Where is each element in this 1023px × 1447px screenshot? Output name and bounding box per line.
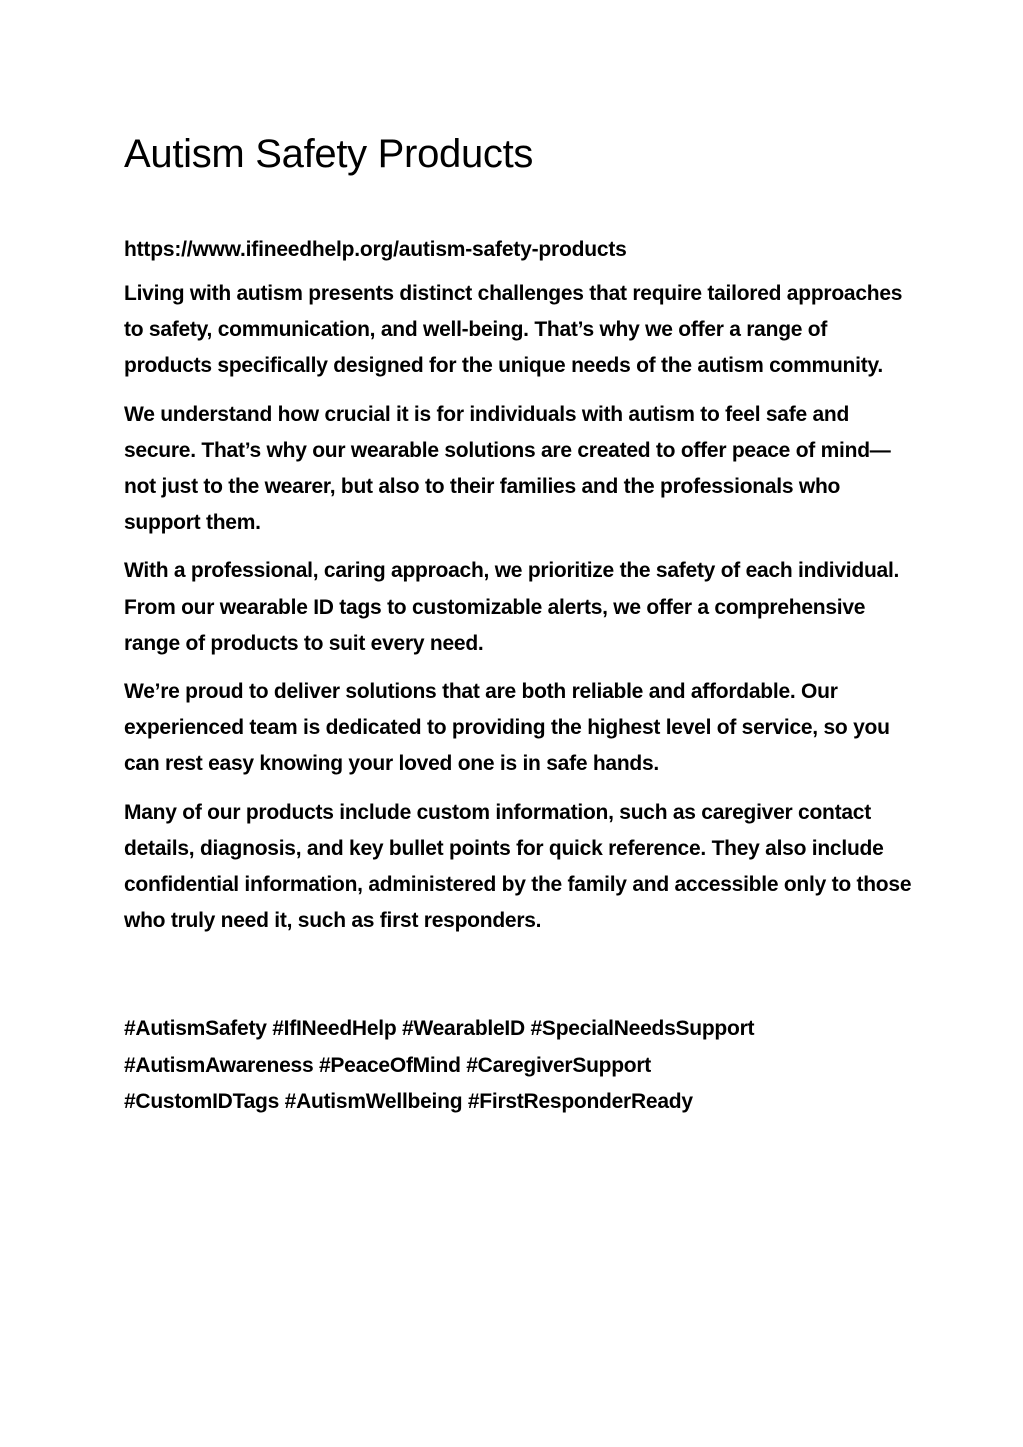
hashtag-line: #AutismAwareness #PeaceOfMind #CaregiverSupport bbox=[124, 1053, 652, 1077]
paragraph-custom-info: Many of our products include custom information, such as caregiver contact details, diagnosis, and key bullet points for quick reference. They also include confidential information, administered by the family and accessible only to those who truly need it, such as first responders. bbox=[124, 800, 912, 933]
paragraph-intro: Living with autism presents distinct challenges that require tailored approaches to safety, communication, and well-being. That’s why we offer a range of products specifically designed for the unique needs of the autism community. bbox=[124, 282, 903, 378]
paragraph-reliability: We’re proud to deliver solutions that are both reliable and affordable. Our experienced team is dedicated to providing the highest level of service, so you can rest easy knowing your loved one is in safe hands. bbox=[124, 680, 890, 776]
document-title: Autism Safety Products bbox=[124, 132, 534, 176]
document-content bbox=[124, 128, 914, 1120]
hashtags bbox=[124, 1011, 914, 1120]
document-url: https://www.ifineedhelp.org/autism-safety-products bbox=[124, 238, 627, 261]
paragraph-safety: We understand how crucial it is for individuals with autism to feel safe and secure. That’s why our wearable solutions are created to offer peace of mind—not just to the wearer, but also to their families and the professionals who support them. bbox=[124, 402, 891, 535]
paragraph-approach: With a professional, caring approach, we prioritize the safety of each individual. From our wearable ID tags to customizable alerts, we offer a comprehensive range of products to suit every need. bbox=[124, 559, 900, 655]
hashtag-line: #CustomIDTags #AutismWellbeing #FirstResponderReady bbox=[124, 1089, 693, 1113]
hashtag-line: #AutismSafety #IfINeedHelp #WearableID #SpecialNeedsSupport bbox=[124, 1017, 755, 1041]
